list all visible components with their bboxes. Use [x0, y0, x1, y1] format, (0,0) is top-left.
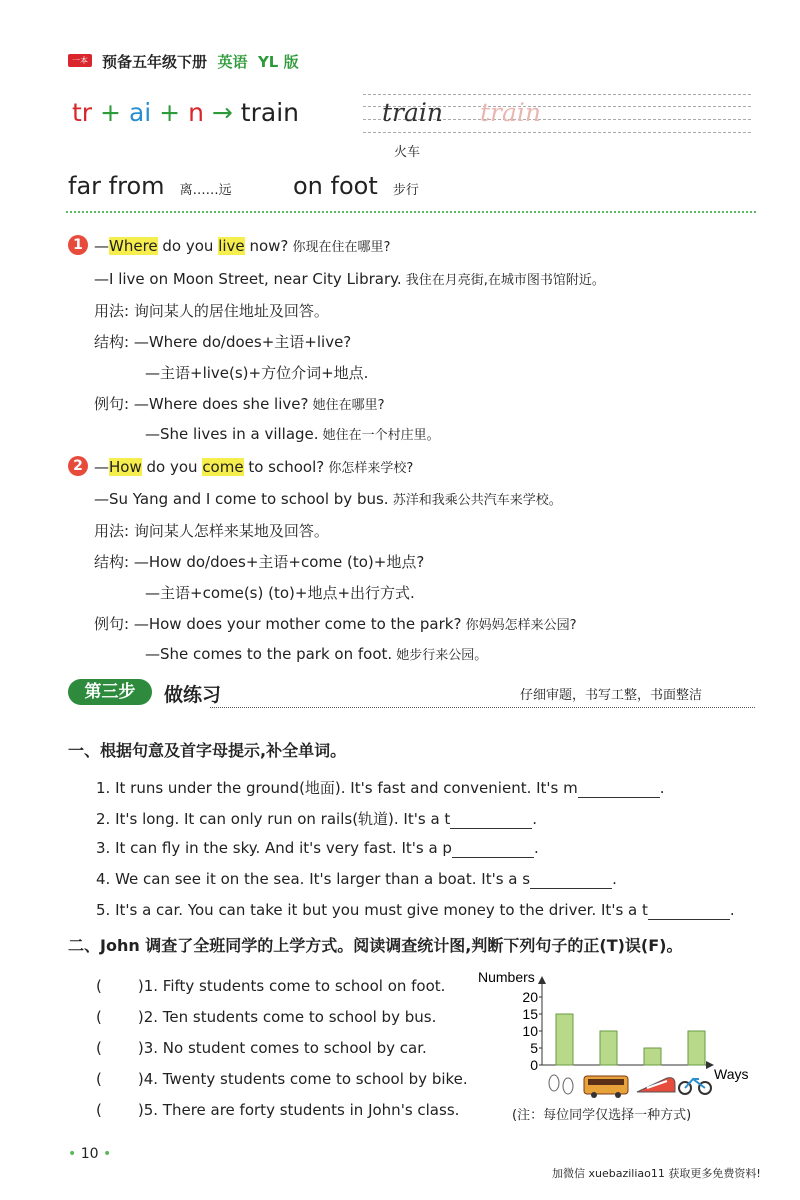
- arrow-icon: →: [211, 98, 233, 127]
- bar-by-train: [644, 1048, 661, 1065]
- page-number-text: 10: [80, 1146, 99, 1162]
- bracket-open[interactable]: (: [96, 1008, 102, 1026]
- bus-icon: [584, 1076, 628, 1098]
- example-label: 例句:: [94, 615, 130, 633]
- handwriting-word: train: [382, 98, 443, 127]
- answer-en: —Su Yang and I come to school by bus.: [94, 490, 389, 508]
- keyword-come: come: [202, 458, 244, 476]
- usage-label: 用法:: [94, 522, 130, 540]
- x-axis-label: Ways: [714, 1066, 749, 1082]
- judge-text: 2. Ten students come to school by bus.: [143, 1008, 437, 1026]
- step-title: 做练习: [164, 684, 222, 706]
- example-label: 例句:: [94, 395, 130, 413]
- dash: —: [94, 458, 109, 476]
- sentence-number-badge: 2: [68, 456, 88, 476]
- phrase-1: [68, 172, 232, 200]
- exercise-end: .: [612, 870, 617, 888]
- bullet-icon: •: [68, 1146, 77, 1162]
- usage-text: 询问某人怎样来某地及回答。: [129, 522, 329, 540]
- question-text: do you: [141, 458, 203, 476]
- y-axis-arrow-icon: [538, 976, 546, 984]
- structure-label: 结构:: [94, 333, 130, 351]
- book-title: [102, 51, 299, 72]
- dotted-divider: [66, 211, 756, 213]
- example-en: —She comes to the park on foot.: [145, 645, 393, 663]
- y-tick-label: 5: [530, 1040, 538, 1056]
- bracket-close: ): [137, 1101, 144, 1119]
- bracket-close: ): [137, 977, 144, 995]
- exercise-item: [96, 777, 665, 798]
- bracket-open[interactable]: (: [96, 1101, 102, 1119]
- phrase-cn: 步行: [392, 183, 419, 198]
- word-meaning: 火车: [394, 145, 421, 160]
- judge-text: 4. Twenty students come to school by bike.: [143, 1070, 468, 1088]
- tracing-word: train: [480, 98, 541, 127]
- phrase-2: [293, 172, 419, 200]
- exercise-item: [96, 870, 617, 889]
- usage-label: 用法:: [94, 302, 130, 320]
- judge-item: [96, 1039, 427, 1057]
- exercise-text: 2. It's long. It can only run on rails(轨道). It's a t: [96, 810, 451, 828]
- y-tick-label: 15: [522, 1006, 538, 1022]
- footprints-icon: [549, 1075, 573, 1094]
- bar-by-bus: [600, 1031, 617, 1065]
- question-cn: 你怎样来学校?: [324, 461, 414, 476]
- bar-by-bike: [688, 1031, 705, 1065]
- bracket-open[interactable]: (: [96, 1039, 102, 1057]
- example-line-2: [145, 424, 440, 443]
- judge-item: [96, 1101, 459, 1119]
- example-cn: 她住在哪里?: [308, 398, 385, 413]
- part2-title: 二、John 调查了全班同学的上学方式。阅读调查统计图,判断下列句子的正(T)误(F)。: [68, 936, 683, 955]
- example-cn: 她住在一个村庄里。: [318, 428, 440, 443]
- answer-blank[interactable]: [452, 839, 534, 858]
- page-number: [68, 1146, 111, 1162]
- survey-bar-chart: [476, 962, 766, 1112]
- exercise-text: 1. It runs under the ground(地面). It's fast and convenient. It's m: [96, 779, 578, 797]
- bracket-close: ): [137, 1039, 144, 1057]
- question-text: do you: [157, 237, 219, 255]
- judge-text: 1. Fifty students come to school on foot.: [143, 977, 446, 995]
- x-axis-arrow-icon: [706, 1061, 714, 1069]
- bar-on-foot: [556, 1014, 573, 1065]
- example-en: —She lives in a village.: [145, 425, 319, 443]
- phonics-word: train: [240, 98, 299, 127]
- step-badge: 第三步: [68, 679, 152, 705]
- question-text: to school?: [243, 458, 325, 476]
- y-tick-label: 10: [522, 1023, 538, 1039]
- usage-line: [94, 300, 329, 321]
- sentence-question: [94, 236, 390, 255]
- exercise-end: .: [533, 839, 539, 857]
- sentence-answer: [94, 489, 562, 508]
- phrase-cn: 离……远: [179, 183, 232, 198]
- sentence-answer: [94, 269, 605, 288]
- bracket-close: ): [137, 1070, 144, 1088]
- phrase-en: on foot: [293, 172, 378, 200]
- question-cn: 你现在住在哪里?: [288, 240, 391, 255]
- example-line-2: [145, 644, 487, 663]
- usage-line: [94, 520, 329, 541]
- example-en: —Where does she live?: [129, 395, 309, 413]
- keyword-live: live: [218, 237, 245, 255]
- exercise-item: [96, 839, 539, 858]
- answer-cn: 我住在月亮街,在城市图书馆附近。: [401, 273, 605, 288]
- structure-line-2: —主语+live(s)+方位介词+地点.: [145, 364, 369, 382]
- footer-note: 加微信 xuebaziliao11 获取更多免费资料!: [552, 1167, 761, 1180]
- phrase-en: far from: [68, 172, 165, 200]
- bike-icon: [679, 1079, 711, 1094]
- bracket-open[interactable]: (: [96, 1070, 102, 1088]
- example-cn: 她步行来公园。: [392, 648, 488, 663]
- book-logo: 一本: [68, 54, 92, 67]
- exercise-item: [96, 808, 537, 829]
- phonics-formula: [72, 98, 299, 127]
- usage-text: 询问某人的居住地址及回答。: [129, 302, 329, 320]
- chart-note: (注：每位同学仅选择一种方式): [512, 1108, 692, 1123]
- sentence-question: [94, 457, 413, 476]
- y-tick-label: 0: [530, 1057, 538, 1073]
- y-axis-label: Numbers: [478, 969, 535, 985]
- part1-title: 一、根据句意及首字母提示,补全单词。: [68, 741, 347, 760]
- answer-blank[interactable]: [530, 870, 612, 889]
- plus-sign: +: [100, 98, 121, 127]
- exercise-end: .: [729, 901, 735, 919]
- answer-blank[interactable]: [450, 810, 532, 829]
- exercise-item: [96, 901, 735, 920]
- structure-label: 结构:: [94, 553, 130, 571]
- judge-text: 3. No student comes to school by car.: [143, 1039, 427, 1057]
- exercise-text: 4. We can see it on the sea. It's larger than a boat. It's a s: [96, 870, 531, 888]
- judge-item: [96, 1070, 468, 1088]
- sentence-number-badge: 1: [68, 235, 88, 255]
- step-note: 仔细审题，书写工整，书面整洁: [520, 688, 703, 703]
- step-divider: [210, 707, 755, 708]
- example-line: [94, 613, 577, 634]
- answer-cn: 苏洋和我乘公共汽车来学校。: [388, 493, 562, 508]
- book-edition: YL 版: [257, 53, 299, 71]
- phonics-part-1: tr: [72, 98, 93, 127]
- bullet-icon: •: [103, 1146, 112, 1162]
- dash: —: [94, 237, 109, 255]
- judge-item: [96, 977, 445, 995]
- judge-item: [96, 1008, 436, 1026]
- exercise-text: 3. It can fly in the sky. And it's very fast. It's a p: [96, 839, 452, 857]
- train-icon: [637, 1078, 675, 1092]
- plus-sign: +: [159, 98, 181, 127]
- phonics-part-3: n: [188, 98, 204, 127]
- answer-en: —I live on Moon Street, near City Library.: [94, 270, 402, 288]
- bracket-open[interactable]: (: [96, 977, 102, 995]
- keyword-where: Where: [109, 237, 158, 255]
- question-text: now?: [244, 237, 289, 255]
- structure-text: —How do/does+主语+come (to)+地点?: [129, 553, 425, 571]
- structure-line: [94, 331, 351, 352]
- bracket-close: ): [137, 1008, 144, 1026]
- book-subject: 英语: [217, 53, 248, 71]
- exercise-end: .: [659, 779, 665, 797]
- example-line: [94, 393, 385, 414]
- structure-line-2: —主语+come(s) (to)+地点+出行方式.: [145, 584, 415, 602]
- y-tick-label: 20: [522, 989, 538, 1005]
- structure-text: —Where do/does+主语+live?: [129, 333, 352, 351]
- answer-blank[interactable]: [578, 779, 660, 798]
- phonics-part-2: ai: [128, 98, 152, 127]
- structure-line: [94, 551, 424, 572]
- example-cn: 你妈妈怎样来公园?: [461, 618, 577, 633]
- judge-text: 5. There are forty students in John's class.: [143, 1101, 460, 1119]
- exercise-text: 5. It's a car. You can take it but you must give money to the driver. It's a t: [96, 901, 648, 919]
- keyword-how: How: [109, 458, 142, 476]
- example-en: —How does your mother come to the park?: [129, 615, 462, 633]
- exercise-end: .: [532, 810, 538, 828]
- book-grade: 预备五年级下册: [102, 53, 208, 71]
- answer-blank[interactable]: [648, 901, 730, 920]
